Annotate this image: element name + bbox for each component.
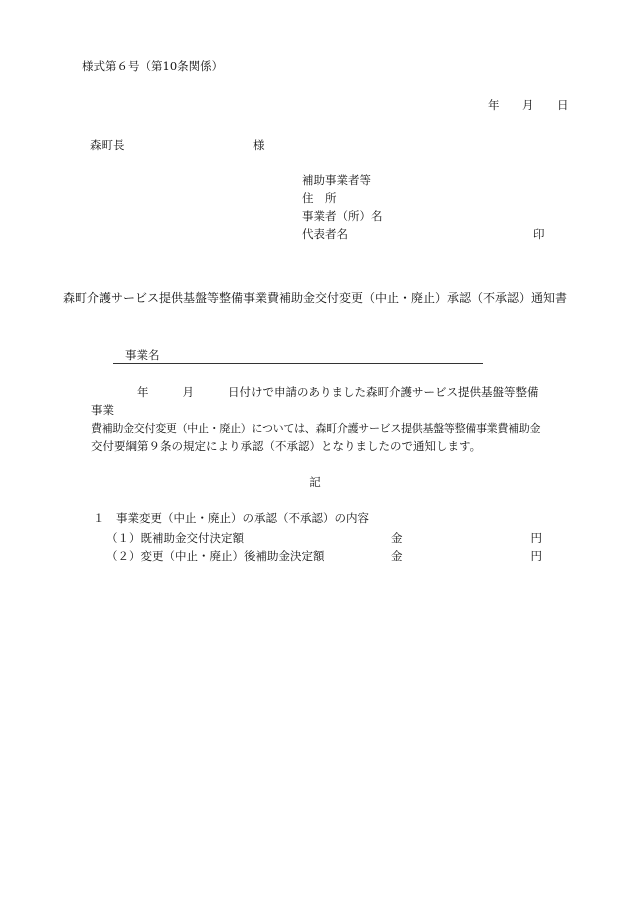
item-en: 円: [530, 549, 542, 563]
ki-mark: 記: [309, 475, 321, 489]
body-line2: 費補助金交付変更（中止・廃止）については、森町介護サービス提供基盤等整備事業費補助金: [91, 421, 541, 435]
applicant-label: 補助事業者等: [302, 173, 371, 187]
date-month: 月: [522, 98, 534, 112]
item-row-changed-amount: [106, 548, 542, 566]
item-label: （２）変更（中止・廃止）後補助金決定額: [106, 549, 325, 563]
body-line3: 交付要綱第９条の規定により承認（不承認）となりましたので通知します。: [91, 439, 482, 454]
seal-mark: 印: [533, 227, 545, 241]
date-day: 日: [557, 98, 569, 112]
item-kin: 金: [391, 531, 403, 545]
applicant-business-name: 事業者（所）名: [302, 209, 383, 223]
applicant-representative: 代表者名: [302, 227, 348, 241]
applicant-block: [302, 174, 383, 246]
item-row-existing-amount: [106, 530, 542, 548]
document-title: 森町介護サービス提供基盤等整備事業費補助金交付変更（中止・廃止）承認（不承認）通知書: [62, 291, 567, 305]
item-label: （１）既補助金交付決定額: [106, 531, 244, 545]
applicant-address: 住 所: [302, 191, 337, 205]
item-heading: １ 事業変更（中止・廃止）の承認（不承認）の内容: [93, 511, 369, 525]
body-month: 月: [182, 385, 194, 399]
form-number: 様式第６号（第10条関係）: [82, 59, 224, 73]
body-year: 年: [137, 385, 149, 399]
addressee-name: 森町長: [90, 138, 125, 152]
addressee-line: [90, 138, 265, 153]
addressee-honorific: 様: [253, 138, 265, 152]
item-kin: 金: [391, 549, 403, 563]
project-name-label: 事業名: [125, 348, 160, 362]
item-en: 円: [530, 531, 542, 545]
body-text: [91, 383, 546, 456]
date-year: 年: [488, 98, 500, 112]
project-name-line: [113, 349, 483, 364]
body-line1: 日付けで申請のありました森町介護サービス提供基盤等整備事業: [91, 385, 539, 418]
